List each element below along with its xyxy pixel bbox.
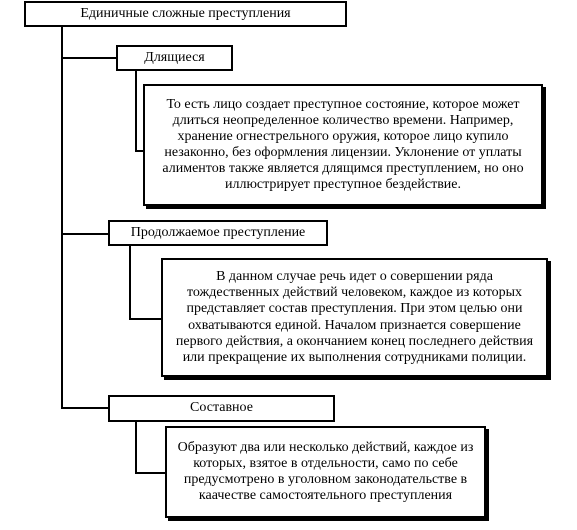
main-trunk-line (61, 24, 63, 408)
branch-node-3 (108, 395, 335, 422)
description-text-3: Образуют два или несколько действий, каждое из которых, взятое в отдельности, само по себе предусмотрено в уголовном законодательстве в каачестве самостоятельного преступления (177, 439, 474, 504)
branch-label-2: Продолжаемое преступление (130, 224, 306, 240)
root-node (24, 1, 347, 27)
description-box-1 (143, 84, 543, 206)
branch-node-1 (116, 45, 233, 71)
branch-label-3: Составное (190, 400, 253, 416)
branch-node-2 (108, 220, 328, 246)
connector-branch-2 (61, 233, 108, 235)
description-text-1: То есть лицо создает преступное состояние, которое может длиться неопределенное количество времени. Например, хранение огнестрельного оружия, которое лицо купило незаконно, без оформления лицензии. Уклонение от уплаты алиментов также является длящимся преступлением, но оно иллюстрирует преступное бездействие. (162, 96, 524, 193)
sub-trunk-line-1 (135, 70, 137, 151)
sub-connector-3 (135, 472, 165, 474)
description-box-3 (165, 426, 486, 518)
sub-connector-2 (129, 318, 161, 320)
description-text-2: В данном случае речь идет о совершении ряда тождественных действий человеком, каждое из которых представляет состав преступления. При этом целью они охватываются единой. Началом признается совершение первого действия, а окончанием конец последнего действия или прекращение их выполнения сотрудниками полиции. (175, 269, 534, 365)
root-label: Единичные сложные преступления (80, 5, 291, 21)
branch-label-1: Длящиеся (144, 49, 205, 65)
description-box-2 (161, 258, 548, 377)
connector-branch-1 (61, 57, 117, 59)
sub-trunk-line-2 (129, 245, 131, 319)
sub-trunk-line-3 (135, 421, 137, 473)
connector-branch-3 (61, 407, 108, 409)
